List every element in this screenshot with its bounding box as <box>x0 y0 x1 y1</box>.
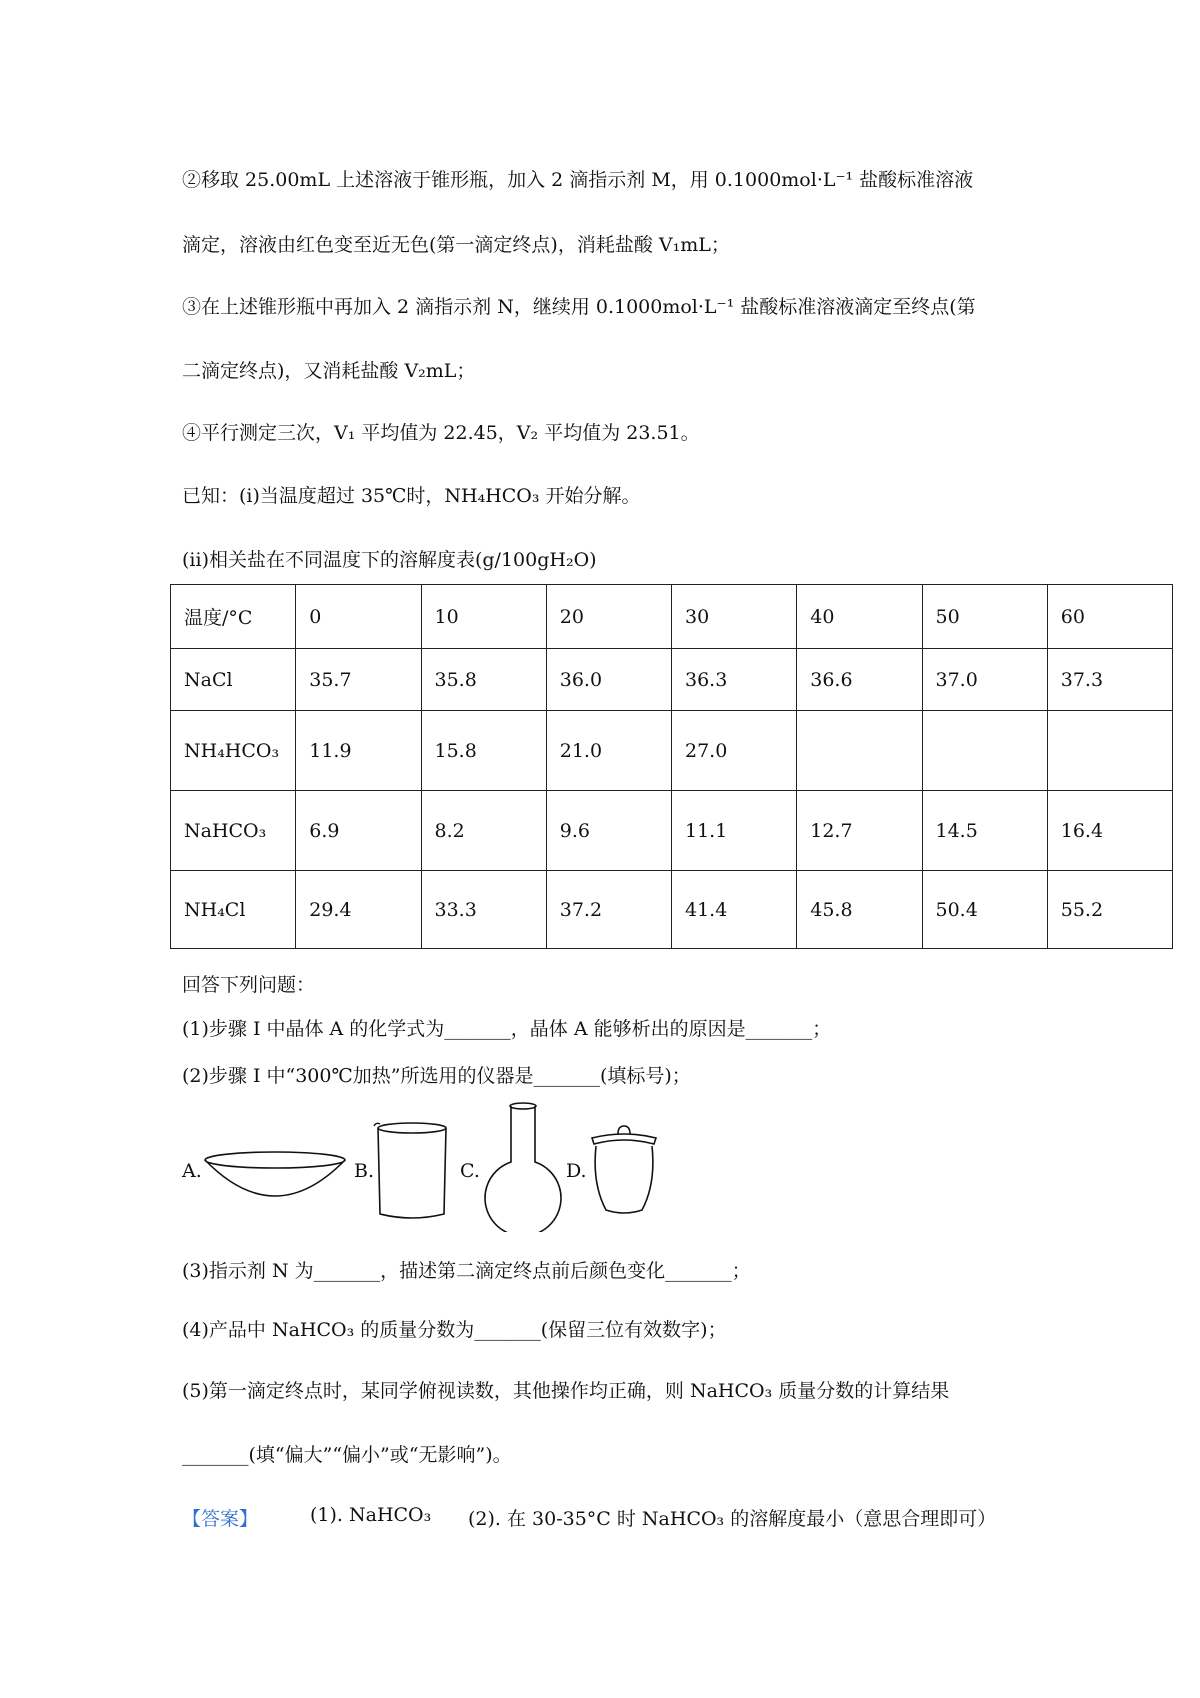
answer-tag: 【答案】 <box>182 1508 259 1530</box>
table-cell: 37.2 <box>546 871 671 949</box>
table-cell: 10 <box>421 585 546 649</box>
table-cell: NH₄Cl <box>171 871 296 949</box>
table-cell: 35.7 <box>296 649 421 711</box>
table-cell: 30 <box>672 585 797 649</box>
table-row <box>171 871 1173 949</box>
table-cell: 33.3 <box>421 871 546 949</box>
table-cell: 35.8 <box>421 649 546 711</box>
answer-part-1: (1). NaHCO₃ <box>310 1504 432 1526</box>
known-line1: 已知：(i)当温度超过 35℃时，NH₄HCO₃ 开始分解。 <box>182 485 641 507</box>
option-d-label: D. <box>566 1160 587 1182</box>
table-cell <box>922 711 1047 791</box>
table-cell: 20 <box>546 585 671 649</box>
table-cell: 60 <box>1047 585 1172 649</box>
table-row <box>171 649 1173 711</box>
table-cell: 9.6 <box>546 791 671 871</box>
table-cell: 55.2 <box>1047 871 1172 949</box>
table-cell: 8.2 <box>421 791 546 871</box>
step2-line1: ②移取 25.00mL 上述溶液于锥形瓶，加入 2 滴指示剂 M，用 0.1000mol·L⁻¹ 盐酸标准溶液 <box>182 169 974 191</box>
table-cell: 41.4 <box>672 871 797 949</box>
table-header-row <box>171 585 1173 649</box>
beaker-icon <box>372 1118 452 1224</box>
table-cell: 11.9 <box>296 711 421 791</box>
questions-intro: 回答下列问题： <box>182 974 316 996</box>
table-cell: 6.9 <box>296 791 421 871</box>
table-cell: 12.7 <box>797 791 922 871</box>
option-b-label: B. <box>354 1160 375 1182</box>
table-cell: 14.5 <box>922 791 1047 871</box>
table-cell: 40 <box>797 585 922 649</box>
table-cell: NH₄HCO₃ <box>171 711 296 791</box>
round-bottom-flask-icon <box>478 1100 568 1232</box>
table-cell <box>797 711 922 791</box>
evaporating-dish-icon <box>200 1146 350 1198</box>
question-3: (3)指示剂 N 为_______，描述第二滴定终点前后颜色变化_______； <box>182 1260 751 1282</box>
table-cell: 0 <box>296 585 421 649</box>
table-cell: 温度/°C <box>171 585 296 649</box>
table-cell: 21.0 <box>546 711 671 791</box>
table-cell <box>1047 711 1172 791</box>
table-cell: 29.4 <box>296 871 421 949</box>
table-cell: 36.0 <box>546 649 671 711</box>
table-row <box>171 711 1173 791</box>
table-row <box>171 791 1173 871</box>
table-cell: 50.4 <box>922 871 1047 949</box>
table-cell: 27.0 <box>672 711 797 791</box>
table-cell: 50 <box>922 585 1047 649</box>
question-2: (2)步骤 I 中“300℃加热”所选用的仪器是_______(填标号)； <box>182 1065 691 1087</box>
table-cell: NaHCO₃ <box>171 791 296 871</box>
option-a-label: A. <box>182 1160 202 1182</box>
answer-part-2: (2). 在 30-35°C 时 NaHCO₃ 的溶解度最小（意思合理即可） <box>468 1508 997 1530</box>
table-cell: 36.3 <box>672 649 797 711</box>
question-5-line1: (5)第一滴定终点时，某同学俯视读数，其他操作均正确，则 NaHCO₃ 质量分数的计算结果 <box>182 1380 950 1402</box>
step3-line2: 二滴定终点)，又消耗盐酸 V₂mL； <box>182 360 476 382</box>
option-c-label: C. <box>460 1160 480 1182</box>
solubility-table <box>170 584 1173 949</box>
question-4: (4)产品中 NaHCO₃ 的质量分数为_______(保留三位有效数字)； <box>182 1319 727 1341</box>
step3-line1: ③在上述锥形瓶中再加入 2 滴指示剂 N，继续用 0.1000mol·L⁻¹ 盐酸标准溶液滴定至终点(第 <box>182 296 976 318</box>
table-cell: 37.3 <box>1047 649 1172 711</box>
step4-line: ④平行测定三次，V₁ 平均值为 22.45，V₂ 平均值为 23.51。 <box>182 422 700 444</box>
step2-line2: 滴定，溶液由红色变至近无色(第一滴定终点)，消耗盐酸 V₁mL； <box>182 234 730 256</box>
table-cell: 16.4 <box>1047 791 1172 871</box>
table-cell: 45.8 <box>797 871 922 949</box>
table-cell: 11.1 <box>672 791 797 871</box>
question-1: (1)步骤 I 中晶体 A 的化学式为_______，晶体 A 能够析出的原因是_______； <box>182 1018 832 1040</box>
crucible-icon <box>588 1124 660 1216</box>
table-cell: 36.6 <box>797 649 922 711</box>
table-cell: NaCl <box>171 649 296 711</box>
table-cell: 15.8 <box>421 711 546 791</box>
known-line2: (ii)相关盐在不同温度下的溶解度表(g/100gH₂O) <box>182 549 597 571</box>
question-5-line2: _______(填“偏大”“偏小”或“无影响”)。 <box>182 1444 512 1466</box>
table-cell: 37.0 <box>922 649 1047 711</box>
